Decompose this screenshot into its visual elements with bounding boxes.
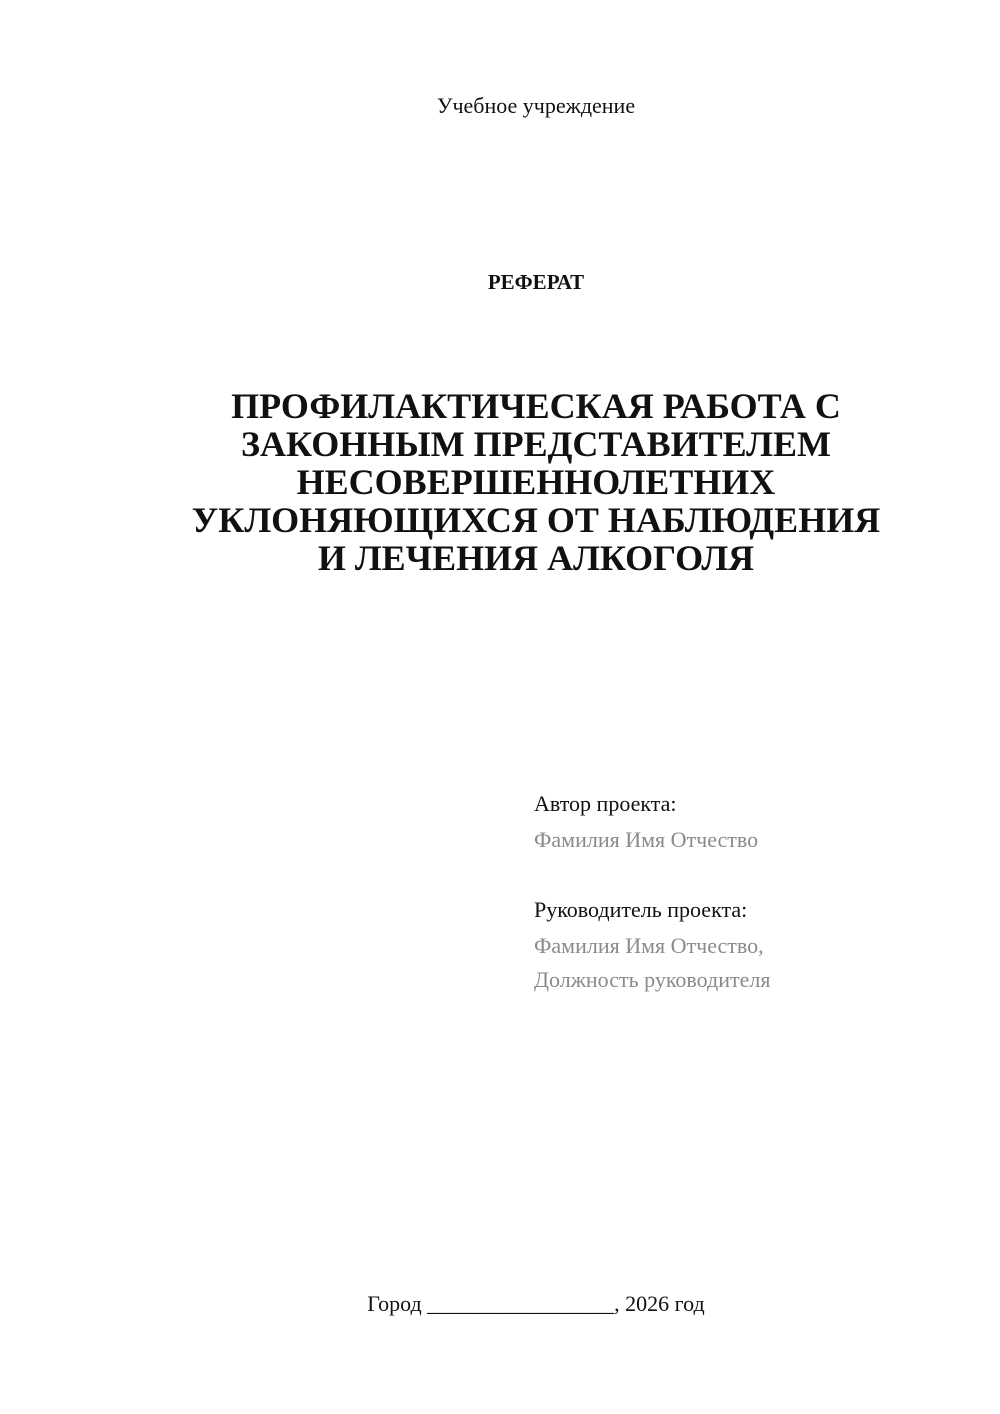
- institution-name: Учебное учреждение: [436, 93, 636, 118]
- document-title: [130, 387, 942, 577]
- supervisor-position: Должность руководителя: [534, 967, 771, 992]
- document-type: РЕФЕРАТ: [487, 270, 585, 294]
- supervisor-name: Фамилия Имя Отчество,: [534, 933, 764, 958]
- title-line: И ЛЕЧЕНИЯ АЛКОГОЛЯ: [317, 538, 755, 578]
- supervisor-label: Руководитель проекта:: [534, 897, 748, 922]
- title-line: УКЛОНЯЮЩИХСЯ ОТ НАБЛЮДЕНИЯ: [191, 500, 881, 540]
- title-line: НЕСОВЕРШЕННОЛЕТНИХ: [296, 462, 776, 502]
- author-label: Автор проекта:: [534, 791, 677, 816]
- title-line: ЗАКОННЫМ ПРЕДСТАВИТЕЛЕМ: [241, 424, 831, 464]
- author-name: Фамилия Имя Отчество: [534, 827, 759, 852]
- title-line: ПРОФИЛАКТИЧЕСКАЯ РАБОТА С: [231, 386, 841, 426]
- city-year-line: Город _________________, 2026 год: [367, 1291, 705, 1316]
